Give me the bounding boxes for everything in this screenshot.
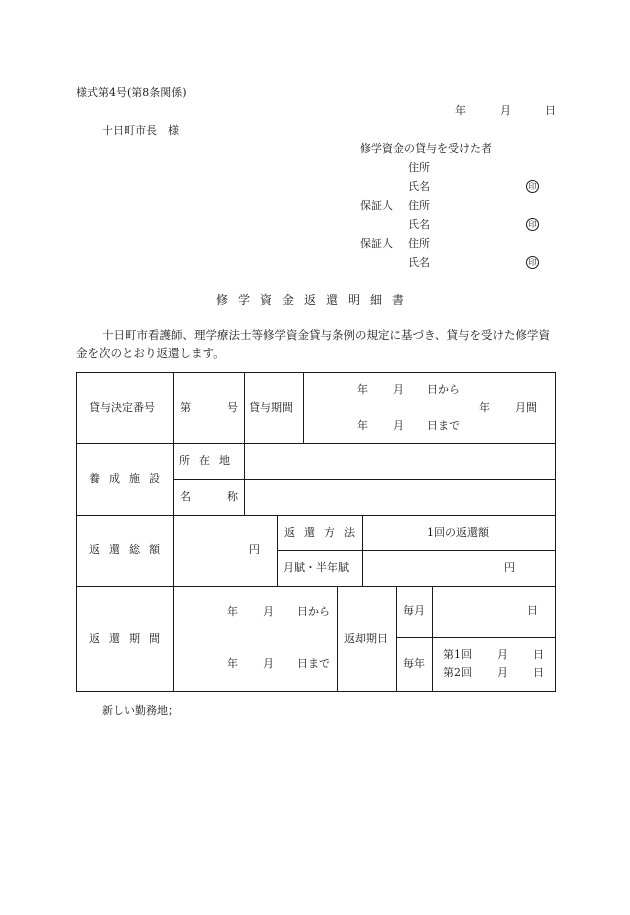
second-payment-month: 月 [497,666,508,679]
repay-to-day: 日まで [297,657,330,670]
repay-from-month: 月 [263,605,274,618]
guarantor1-name-label: 氏名 [408,218,430,231]
repay-from-day: 日から [297,605,330,618]
guarantor1-label: 保証人 [360,199,393,212]
per-payment-amount-label: 1回の返還額 [427,526,489,539]
due-date-label: 返却期日 [344,632,388,645]
document-title: 修学資金返還明細書 [215,293,414,307]
borrower-name-label: 氏名 [408,180,430,193]
facility-name-label-2: 称 [227,490,238,503]
loan-period-label: 貸与期間 [249,401,293,414]
date-month-label: 月 [500,104,511,117]
loan-duration-month: 月間 [515,401,537,414]
borrower-heading: 修学資金の貸与を受けた者 [360,142,492,155]
date-line [455,104,556,118]
facility-name-label-1: 名 [180,490,191,503]
guarantor1-seal-icon: 印 [526,218,539,231]
guarantor1-address-label: 住所 [408,199,430,212]
second-payment-day: 日 [533,666,544,679]
date-year-label: 年 [455,104,466,117]
guarantor2-label: 保証人 [360,237,393,250]
borrower-address-label: 住所 [408,161,430,174]
repayment-method-label: 返還方法 [284,526,364,539]
body-paragraph: 十日町市看護師、理学療法士等修学資金貸与条例の規定に基づき、貸与を受けた修学資金を次のとおり返還します。 [76,328,551,360]
repay-to-month: 月 [263,657,274,670]
first-payment-label: 第1回 [443,648,472,661]
second-payment-label: 第2回 [443,666,472,679]
first-payment-month: 月 [497,648,508,661]
loan-decision-number-label: 貸与決定番号 [89,401,155,414]
new-workplace-label: 新しい勤務地； [102,704,179,717]
monthly-semiannual-label: 月賦・半年賦 [283,561,349,574]
guarantor2-name-label: 氏名 [408,256,430,269]
repay-from-year: 年 [227,605,238,618]
loan-from-year: 年 [357,383,368,396]
loan-to-month: 月 [393,419,404,432]
loan-to-day: 日まで [427,419,460,432]
total-repayment-label: 返還総額 [89,543,169,556]
loan-from-month: 月 [393,383,404,396]
number-suffix: 号 [227,401,238,414]
date-day-label: 日 [545,104,556,117]
every-month-label: 毎月 [403,604,425,617]
loan-duration-year: 年 [479,401,490,414]
loan-to-year: 年 [357,419,368,432]
repay-to-year: 年 [227,657,238,670]
per-payment-yen-unit: 円 [504,561,515,574]
number-prefix: 第 [180,401,191,414]
repayment-period-label: 返還期間 [89,632,169,645]
form-number-label: 様式第4号(第8条関係) [76,86,187,99]
guarantor2-address-label: 住所 [408,237,430,250]
guarantor2-seal-icon: 印 [526,256,539,269]
location-label: 所在地 [179,454,239,467]
first-payment-day: 日 [533,648,544,661]
borrower-seal-icon: 印 [526,180,539,193]
repayment-table [76,372,556,692]
every-year-label: 毎年 [403,657,425,670]
every-month-day: 日 [527,604,538,617]
training-facility-label: 養成施設 [89,472,169,485]
addressee: 十日町市長 様 [102,124,179,137]
loan-from-day: 日から [427,383,460,396]
total-yen-unit: 円 [249,543,260,556]
